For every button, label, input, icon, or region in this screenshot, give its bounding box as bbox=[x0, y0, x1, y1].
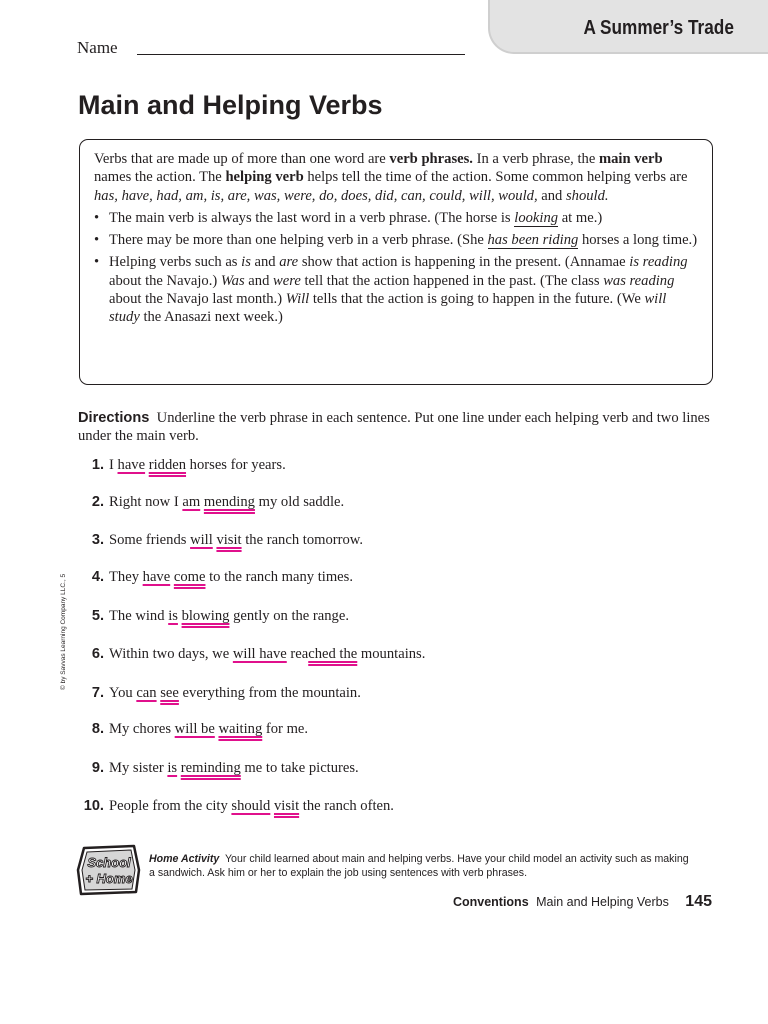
exercise-number: 6. bbox=[91, 646, 104, 662]
sentence-text: me to take pictures. bbox=[240, 760, 359, 776]
page-number: 145 bbox=[685, 893, 712, 910]
helping-verb: am bbox=[182, 494, 201, 510]
exercise-item bbox=[78, 532, 363, 549]
helping-verb: have bbox=[142, 569, 171, 585]
rule-run: tell that the action happened in the past. (The class bbox=[300, 272, 604, 289]
main-verb: come bbox=[173, 569, 206, 585]
sentence-text: The wind bbox=[109, 608, 169, 624]
bullet-icon: • bbox=[94, 232, 100, 249]
exercise-number: 9. bbox=[91, 760, 104, 776]
exercise-number: 5. bbox=[91, 608, 104, 624]
bullet-icon: • bbox=[94, 254, 100, 271]
sentence-text: rea bbox=[286, 646, 309, 662]
intro-run: main verb bbox=[598, 151, 663, 167]
rule-run: was reading bbox=[603, 272, 675, 289]
rule-run: are bbox=[279, 254, 299, 271]
exercise-item bbox=[78, 608, 349, 625]
logo-text-school: School bbox=[87, 855, 131, 870]
rule-run: Helping verbs such as bbox=[109, 254, 242, 271]
helping-verb: is bbox=[167, 760, 178, 776]
sentence-text: They bbox=[109, 569, 143, 585]
rule-run: looking bbox=[514, 209, 559, 226]
main-verb: ched the bbox=[308, 646, 358, 662]
exercise-item bbox=[78, 721, 308, 738]
sentence-text: for me. bbox=[262, 721, 309, 737]
helping-verb: will have bbox=[232, 646, 287, 662]
bullet-icon: • bbox=[94, 209, 100, 226]
exercise-number: 3. bbox=[91, 532, 104, 548]
footer-topic: Main and Helping Verbs bbox=[536, 895, 669, 909]
directions-label: Directions bbox=[78, 410, 150, 426]
exercise-number: 7. bbox=[91, 685, 104, 701]
exercise-item bbox=[78, 457, 286, 474]
intro-run: names the action. The bbox=[94, 169, 226, 186]
explanation-text bbox=[94, 150, 700, 331]
sentence-text: horses for years. bbox=[186, 457, 286, 473]
rule-run: show that action is happening in the present. (Annamae bbox=[298, 254, 630, 271]
rule-run: were bbox=[273, 272, 301, 289]
rule-item bbox=[94, 253, 700, 326]
main-verb: see bbox=[160, 685, 179, 701]
copyright: © by Savvas Learning Company LLC., 5 bbox=[60, 573, 67, 690]
page-title: Main and Helping Verbs bbox=[78, 90, 383, 120]
rule-run: is bbox=[241, 254, 251, 271]
sentence-text: Within two days, we bbox=[109, 646, 233, 662]
explanation-box bbox=[79, 139, 713, 385]
home-activity-text: Your child learned about main and helping verbs. Have your child model an activity such as making a sandwich. Ask him or her to explain the job using sentences with verb phrases. bbox=[149, 853, 689, 879]
sentence-text: Right now I bbox=[109, 494, 183, 510]
rule-run: Was bbox=[220, 272, 245, 289]
rule-list bbox=[94, 209, 700, 327]
helping-verb: will bbox=[190, 532, 213, 548]
logo-text-home: + Home bbox=[85, 871, 133, 886]
exercise-number: 4. bbox=[91, 569, 104, 585]
helping-verb: will be bbox=[174, 721, 215, 737]
rule-run: Will bbox=[285, 291, 310, 308]
rule-item bbox=[94, 209, 700, 227]
sentence-text: My chores bbox=[109, 721, 175, 737]
sentence-text: the ranch often. bbox=[299, 798, 394, 814]
sentence-text: I bbox=[109, 457, 118, 473]
sentence-text: You bbox=[109, 685, 137, 701]
exercise-number: 1. bbox=[91, 457, 104, 473]
intro-run: should. bbox=[565, 187, 609, 204]
main-verb: waiting bbox=[218, 721, 263, 737]
helping-verb: is bbox=[168, 608, 178, 624]
intro-run: In a verb phrase, the bbox=[472, 151, 599, 167]
rule-run: will study bbox=[109, 291, 667, 326]
intro-run: helping verb bbox=[225, 169, 304, 186]
school-home-logo bbox=[76, 844, 142, 896]
sentence-text: My sister bbox=[109, 760, 168, 776]
exercise-item bbox=[78, 494, 344, 511]
directions bbox=[78, 409, 718, 446]
sentence-text: my old saddle. bbox=[254, 494, 345, 510]
exercise-item bbox=[78, 646, 425, 663]
rule-item bbox=[94, 231, 700, 249]
rule-run: has been riding bbox=[487, 232, 579, 249]
sentence-text: to the ranch many times. bbox=[205, 569, 353, 585]
rule-run: and bbox=[250, 254, 280, 271]
main-verb: blowing bbox=[181, 608, 230, 624]
main-verb: visit bbox=[273, 798, 300, 814]
lesson-title: A Summer’s Trade bbox=[583, 17, 734, 39]
exercise-item bbox=[78, 569, 353, 586]
rule-run: The main verb is always the last word in a verb phrase. (The horse is bbox=[109, 209, 515, 226]
rule-run: tells that the action is going to happen in the future. (We bbox=[309, 291, 645, 308]
home-activity-label: Home Activity bbox=[149, 853, 220, 865]
intro-run: verb phrases. bbox=[389, 151, 473, 167]
sentence-text: People from the city bbox=[109, 798, 232, 814]
sentence-text: mountains. bbox=[357, 646, 426, 662]
name-field[interactable] bbox=[137, 54, 465, 55]
intro-run: and bbox=[537, 187, 566, 204]
footer-category: Conventions bbox=[452, 895, 529, 909]
sentence-text: Some friends bbox=[109, 532, 191, 548]
sentence-text: gently on the range. bbox=[229, 608, 349, 624]
rule-run: about the Navajo.) bbox=[109, 272, 221, 289]
main-verb: reminding bbox=[180, 760, 241, 776]
exercise-number: 10. bbox=[83, 798, 104, 814]
home-activity bbox=[149, 852, 689, 880]
intro-run: helps tell the time of the action. Some common helping verbs are bbox=[303, 169, 688, 186]
exercise-number: 2. bbox=[91, 494, 104, 510]
helping-verb: can bbox=[136, 685, 157, 701]
main-verb: ridden bbox=[148, 457, 187, 473]
directions-text: Underline the verb phrase in each sentence. Put one line under each helping verb and two lines under the main verb. bbox=[78, 410, 710, 445]
intro-run: has, have, had, am, is, are, was, were, do, does, did, can, could, will, would, bbox=[94, 187, 538, 204]
exercise-item bbox=[78, 760, 359, 777]
rule-run: is reading bbox=[629, 254, 688, 271]
lesson-tab bbox=[488, 0, 768, 54]
name-label: Name bbox=[77, 38, 118, 57]
rule-run: There may be more than one helping verb in a verb phrase. (She bbox=[109, 232, 488, 249]
rule-run: horses a long time.) bbox=[578, 232, 698, 249]
exercise-item bbox=[78, 685, 361, 702]
main-verb: mending bbox=[203, 494, 255, 510]
rule-run: and bbox=[244, 272, 274, 289]
sentence-text: everything from the mountain. bbox=[178, 685, 361, 701]
page-footer bbox=[453, 893, 712, 911]
rule-run: the Anasazi next week.) bbox=[139, 309, 283, 326]
rule-run: at me.) bbox=[558, 209, 603, 226]
rule-run: about the Navajo last month.) bbox=[109, 291, 286, 308]
helping-verb: have bbox=[117, 457, 146, 473]
sentence-text: the ranch tomorrow. bbox=[241, 532, 364, 548]
exercise-item bbox=[78, 798, 394, 815]
helping-verb: should bbox=[231, 798, 271, 814]
main-verb: visit bbox=[216, 532, 242, 548]
intro-run: Verbs that are made up of more than one word are bbox=[94, 151, 390, 167]
explanation-intro bbox=[94, 150, 700, 205]
exercise-number: 8. bbox=[91, 721, 104, 737]
